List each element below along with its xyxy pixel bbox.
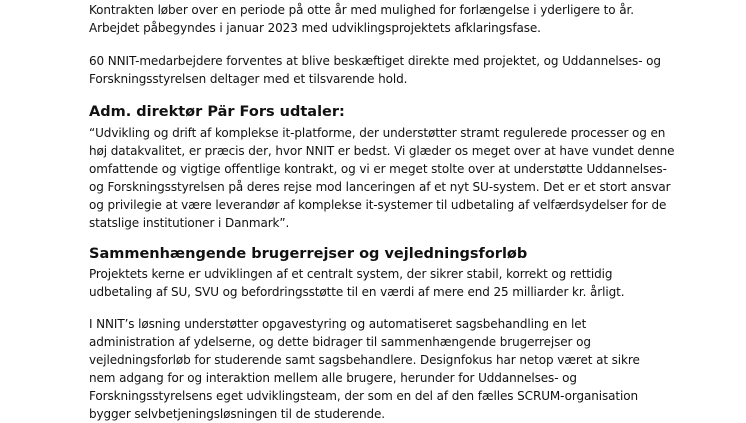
text-line: bygger selvbetjeningsløsningen til de studerende. [89, 407, 386, 421]
text-line: Forskningsstyrelsen deltager med et tilsvarende hold. [89, 72, 408, 86]
paragraph-project-core [89, 265, 624, 301]
text-line: vejledningsforløb for studerende samt sagsbehandlere. Designfokus har netop været at sikre [89, 353, 640, 367]
text-line: udbetaling af SU, SVU og befordringsstøtte til en værdi af mere end 25 milliarder kr. årligt. [89, 285, 625, 299]
text-line: “Udvikling og drift af komplekse it-platforme, der understøtter stramt regulerede processer og en [89, 126, 666, 140]
paragraph-contract-period [89, 1, 634, 37]
text-line: I NNIT’s løsning understøtter opgavestyring og automatiseret sagsbehandling en let [89, 317, 587, 331]
text-line: høj datakvalitet, er præcis der, hvor NNIT er bedst. Vi glæder os meget over at have vundet denne [89, 144, 675, 158]
text-line: omfattende og vigtige offentlige kontrakt, og vi er meget stolte over at understøtte Uddannelses- [89, 162, 667, 176]
text-line: statslige institutioner i Danmark”. [89, 216, 290, 230]
heading-user-journeys: Sammenhængende brugerrejser og vejledningsforløb [89, 246, 528, 262]
paragraph-ceo-quote [89, 124, 674, 232]
paragraph-employees [89, 52, 661, 88]
text-line: og Forskningsstyrelsen på deres rejse mod lanceringen af et nyt SU-system. Det er et stort ansvar [89, 180, 671, 194]
text-line: og privilegie at være leverandør af komplekse it-systemer til udbetaling af velfærdsydelser for de [89, 198, 667, 212]
text-line: Projektets kerne er udviklingen af et centralt system, der sikrer stabil, korrekt og rettidig [89, 267, 613, 281]
text-line: 60 NNIT-medarbejdere forventes at blive beskæftiget direkte med projektet, og Uddannelses- og [89, 54, 661, 68]
text-line: administration af ydelserne, og dette bidrager til sammenhængende brugerrejser og [89, 335, 591, 349]
text-line: Forskningsstyrelsens eget udviklingsteam, der som en del af den fælles SCRUM-organisation [89, 389, 638, 403]
paragraph-solution [89, 315, 640, 423]
heading-ceo-statement: Adm. direktør Pär Fors udtaler: [89, 104, 345, 120]
text-line: Kontrakten løber over en periode på otte år med mulighed for forlængelse i yderligere to år. [89, 3, 634, 17]
text-line: Arbejdet påbegyndes i januar 2023 med udviklingsprojektets afklaringsfase. [89, 21, 541, 35]
text-line: nem adgang for og interaktion mellem alle brugere, herunder for Uddannelses- og [89, 371, 577, 385]
